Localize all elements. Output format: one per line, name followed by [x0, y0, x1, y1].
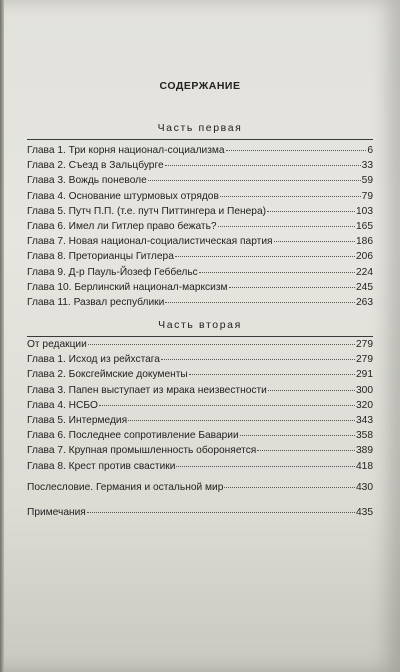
page-title: СОДЕРЖАНИЕ: [159, 80, 241, 92]
toc-entry[interactable]: [27, 398, 373, 413]
toc-entry[interactable]: [27, 443, 373, 458]
entry-page-number: 6: [367, 145, 373, 156]
toc-entry[interactable]: [27, 428, 373, 443]
dot-leader: [240, 435, 355, 436]
entry-page-number: 33: [361, 160, 373, 172]
dot-leader: [229, 287, 355, 288]
part-one-chapter-list: [27, 143, 373, 310]
dot-leader: [268, 390, 355, 391]
entry-page-number: 320: [356, 399, 373, 411]
entry-title: Глава 8. Крест против свастики: [27, 460, 176, 472]
dot-leader: [165, 165, 361, 166]
toc-entry[interactable]: [27, 158, 373, 173]
entry-title: Глава 11. Развал республики: [27, 296, 165, 308]
dot-leader: [87, 512, 355, 513]
entry-page-number: 300: [356, 384, 373, 396]
toc-entry[interactable]: [27, 459, 373, 474]
part-two-chapter-list: [27, 337, 373, 474]
entry-page-number: 279: [356, 354, 373, 366]
entry-page-number: 206: [356, 251, 373, 263]
entry-page-number: 186: [356, 236, 373, 248]
toc-entry[interactable]: [27, 383, 373, 398]
entry-title: Глава 4. Основание штурмовых отрядов: [27, 190, 219, 202]
dot-leader: [199, 272, 355, 273]
dot-leader: [165, 302, 355, 303]
entry-title: Глава 1. Три корня национал-социализма: [27, 145, 225, 156]
entry-page-number: 245: [356, 281, 373, 293]
toc-entry[interactable]: [27, 173, 373, 188]
entry-page-number: 103: [356, 205, 373, 217]
entry-title: Послесловие. Германия и остальной мир: [27, 482, 224, 493]
page-edge-shadow: [0, 0, 4, 672]
entry-title: Глава 2. Съезд в Зальцбурге: [27, 160, 164, 172]
toc-entry[interactable]: [27, 234, 373, 249]
dot-leader: [99, 405, 355, 406]
entry-title: Глава 1. Исход из рейхстага: [27, 354, 160, 366]
dot-leader: [176, 466, 355, 467]
entry-page-number: 59: [361, 175, 373, 187]
entry-title: Глава 3. Папен выступает из мрака неизвестности: [27, 384, 267, 396]
entry-title: От редакции: [27, 339, 87, 350]
entry-page-number: 435: [356, 507, 373, 518]
entry-title: Примечания: [27, 507, 86, 518]
dot-leader: [267, 211, 355, 212]
toc-entry-afterword[interactable]: [27, 480, 373, 495]
toc-entry[interactable]: [27, 367, 373, 382]
entry-page-number: 263: [356, 296, 373, 308]
dot-leader: [224, 487, 355, 488]
toc-entry[interactable]: [27, 249, 373, 264]
entry-page-number: 79: [361, 190, 373, 202]
dot-leader: [220, 196, 361, 197]
toc-entry[interactable]: [27, 189, 373, 204]
part-one-divider: [27, 139, 373, 140]
dot-leader: [226, 150, 367, 151]
dot-leader: [218, 226, 355, 227]
toc-entry[interactable]: [27, 413, 373, 428]
entry-page-number: 291: [356, 369, 373, 381]
entry-title: Глава 6. Имел ли Гитлер право бежать?: [27, 220, 217, 232]
toc-entry[interactable]: [27, 204, 373, 219]
dot-leader: [257, 450, 355, 451]
entry-title: Глава 4. НСБО: [27, 399, 98, 411]
dot-leader: [274, 241, 355, 242]
entry-page-number: 224: [356, 266, 373, 278]
entry-page-number: 165: [356, 220, 373, 232]
toc-entry[interactable]: [27, 352, 373, 367]
entry-title: Глава 9. Д-р Пауль-Йозеф Геббельс: [27, 266, 198, 278]
toc-entry[interactable]: [27, 337, 373, 352]
dot-leader: [148, 180, 361, 181]
entry-title: Глава 5. Интермедия: [27, 414, 128, 426]
toc-entry[interactable]: [27, 219, 373, 234]
notes-list: [27, 505, 373, 520]
toc-entry[interactable]: [27, 295, 373, 310]
afterword-list: [27, 480, 373, 495]
entry-title: Глава 3. Вождь поневоле: [27, 175, 147, 187]
dot-leader: [175, 256, 355, 257]
dot-leader: [88, 344, 355, 345]
entry-page-number: 430: [356, 482, 373, 493]
entry-title: Глава 6. Последнее сопротивление Баварии: [27, 430, 239, 442]
entry-page-number: 358: [356, 430, 373, 442]
entry-page-number: 279: [356, 339, 373, 350]
dot-leader: [128, 420, 355, 421]
entry-page-number: 389: [356, 445, 373, 457]
entry-page-number: 418: [356, 460, 373, 472]
toc-entry[interactable]: [27, 280, 373, 295]
dot-leader: [161, 359, 355, 360]
toc-entry[interactable]: [27, 143, 373, 158]
entry-page-number: 343: [356, 414, 373, 426]
entry-title: Глава 10. Берлинский национал-марксизм: [27, 281, 228, 293]
entry-title: Глава 7. Новая национал-социалистическая партия: [27, 236, 273, 248]
part-one-heading: Часть первая: [157, 122, 243, 134]
toc-entry-notes[interactable]: [27, 505, 373, 520]
entry-title: Глава 5. Путч П.П. (т.е. путч Питтингера и Пенера): [27, 205, 267, 217]
entry-title: Глава 2. Боксгеймские документы: [27, 369, 188, 381]
part-two-heading: Часть вторая: [158, 319, 242, 331]
toc-entry[interactable]: [27, 265, 373, 280]
dot-leader: [189, 374, 355, 375]
entry-title: Глава 7. Крупная промышленность обороняется: [27, 445, 257, 457]
entry-title: Глава 8. Преторианцы Гитлера: [27, 251, 174, 263]
